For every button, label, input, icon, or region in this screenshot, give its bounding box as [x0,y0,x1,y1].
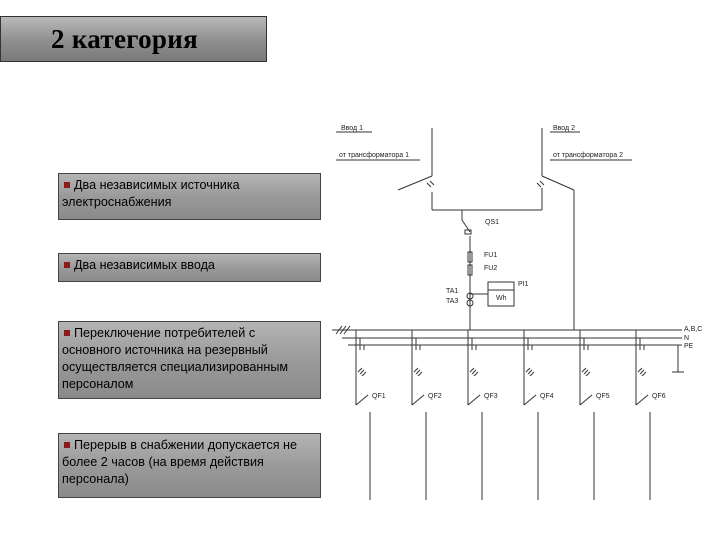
ct-label-1: TA1 [446,288,459,295]
bullet-text: Перерыв в снабжении допускается не более 2 часов (на время действия персонала) [62,438,297,486]
slide-title: 2 категория [51,23,199,54]
breaker-label: QF6 [652,393,666,400]
bullet-marker-icon [64,262,70,268]
meter-label: PI1 [518,281,529,288]
bullet-text: Переключение потребителей с основного источника на резервный осуществляется специализированным персоналом [62,326,289,391]
breaker-label: QF2 [428,393,442,400]
breaker-label: QF4 [540,393,554,400]
input-1 [336,125,434,210]
feeder-breaker [636,330,666,500]
fuse-label-2: FU2 [484,265,498,272]
bullet-item-4 [58,433,321,498]
meter-inner: Wh [496,295,507,302]
bullet-marker-icon [64,442,70,448]
feeder-lines [356,330,666,500]
bullet-marker-icon [64,182,70,188]
breaker-label: QF5 [596,393,610,400]
bus-label-neutral: N [684,335,690,342]
bullet-item-2 [58,253,321,282]
bullet-text: Два независимых ввода [74,258,215,272]
bullet-text: Два независимых источника электроснабжения [62,178,240,209]
ct-label-2: TA3 [446,298,459,305]
input-2 [537,125,632,330]
bullet-item-1 [58,173,321,220]
fuse-label-1: FU1 [484,252,498,259]
feeder-breaker [356,330,386,500]
input-1-source: от трансформатора 1 [339,152,409,159]
feeder-breaker [412,330,442,500]
breaker-label: QF3 [484,393,498,400]
bus-label-phases: A,B,C [684,326,703,333]
input-2-label: Ввод 2 [553,125,575,132]
input-2-source: от трансформатора 2 [553,152,623,159]
busbar [332,326,702,372]
input-1-label: Ввод 1 [341,125,363,132]
breaker-label: QF1 [372,393,386,400]
feeder-breaker [468,330,498,500]
bus-label-earth: PE [684,343,694,350]
bullet-item-3 [58,321,321,399]
feeder-breaker [580,330,610,500]
bullet-marker-icon [64,330,70,336]
slide-title-box [0,16,267,62]
switch-label: QS1 [485,219,500,226]
feeder-breaker [524,330,554,500]
wiring-diagram [320,115,703,505]
